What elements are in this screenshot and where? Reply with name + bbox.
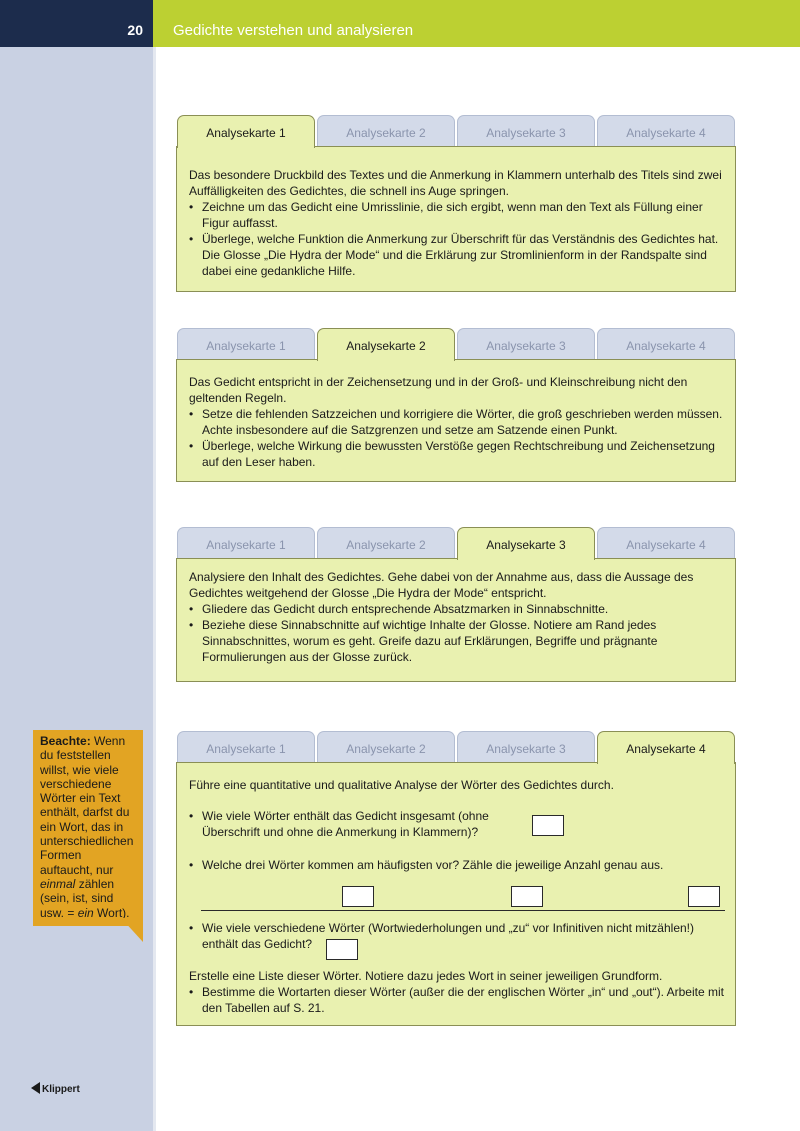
note-box [33, 730, 143, 926]
chapter-title: Gedichte verstehen und analysieren [173, 22, 414, 39]
tab-analysekarte-3[interactable]: Analysekarte 3 [457, 527, 595, 560]
tab-analysekarte-3[interactable]: Analysekarte 3 [457, 115, 595, 146]
analysis-card-2 [176, 328, 736, 482]
logo-icon [31, 1082, 40, 1094]
task-item: • Wie viele verschiedene Wörter (Wortwiederholungen und „zu“ vor Infinitiven nicht mitzählen!) enthält das Gedicht? [189, 920, 725, 952]
page-number-box [0, 0, 153, 47]
tab-analysekarte-4[interactable]: Analysekarte 4 [597, 731, 735, 764]
tab-analysekarte-1[interactable]: Analysekarte 1 [177, 328, 315, 359]
answer-line[interactable] [201, 910, 725, 911]
task-item: • Zeichne um das Gedicht eine Umrisslinie, die sich ergibt, wenn man den Text als Füllung einer Figur auffasst. [189, 199, 723, 231]
note-emphasis: einmal [40, 876, 76, 891]
answer-box-word-1[interactable] [342, 886, 374, 907]
note-text: Wort). [93, 905, 130, 920]
answer-box-distinct[interactable] [326, 939, 358, 960]
tab-analysekarte-1[interactable]: Analysekarte 1 [177, 731, 315, 762]
tab-analysekarte-2[interactable]: Analysekarte 2 [317, 731, 455, 762]
tab-analysekarte-3[interactable]: Analysekarte 3 [457, 731, 595, 762]
card-tabs [176, 527, 736, 558]
card-tabs [176, 731, 736, 762]
task-list [189, 601, 723, 665]
task-item: • Überlege, welche Wirkung die bewussten Verstöße gegen Rechtschreibung und Zeichensetzung auf den Leser haben. [189, 438, 723, 470]
margin-divider [153, 47, 156, 1131]
tab-analysekarte-1[interactable]: Analysekarte 1 [177, 115, 315, 148]
logo-text: Klippert [42, 1084, 80, 1095]
card-tabs [176, 328, 736, 359]
task-list [189, 199, 723, 279]
task-item: • Setze die fehlenden Satzzeichen und korrigiere die Wörter, die groß geschrieben werden müssen. Achte insbesondere auf die Satzgrenzen und setze am Satzende einen Punkt. [189, 406, 723, 438]
task-item: • Bestimme die Wortarten dieser Wörter (außer die der englischen Wörter „in“ und „out“). Arbeite mit den Tabellen auf S. 21. [189, 984, 725, 1016]
list-intro: Erstelle eine Liste dieser Wörter. Notiere dazu jedes Wort in seiner jeweiligen Grundform. [189, 969, 663, 983]
card-intro: Das besondere Druckbild des Textes und die Anmerkung in Klammern unterhalb des Titels sind zwei Auffälligkeiten des Gedichtes, die schnell ins Auge springen. [189, 168, 722, 198]
card-content [176, 762, 736, 1026]
card-content [176, 146, 736, 292]
tab-analysekarte-4[interactable]: Analysekarte 4 [597, 527, 735, 558]
word-list-task [189, 968, 725, 1016]
question-distinct-words [189, 920, 725, 952]
tab-analysekarte-3[interactable]: Analysekarte 3 [457, 328, 595, 359]
card-content [176, 359, 736, 482]
task-item: • Beziehe diese Sinnabschnitte auf wichtige Inhalte der Glosse. Notiere am Rand jedes Sinnabschnittes, worum es geht. Greife dazu auf Erklärungen, Begriffe und prägnante Formulierungen aus der Glosse zurück. [189, 617, 723, 665]
note-emphasis: ein [77, 905, 94, 920]
tab-analysekarte-4[interactable]: Analysekarte 4 [597, 328, 735, 359]
analysis-card-3 [176, 527, 736, 682]
question-frequent-words [189, 857, 725, 873]
note-text: Wenn du feststellen willst, wie viele verschiedene Wörter ein Text enthält, darfst du ein Wort, das in unterschiedlichen Formen auftaucht, nur [40, 734, 134, 877]
task-item: • Gliedere das Gedicht durch entsprechende Absatzmarken in Sinnabschnitte. [189, 601, 723, 617]
task-item: • Welche drei Wörter kommen am häufigsten vor? Zähle die jeweilige Anzahl genau aus. [189, 857, 725, 873]
analysis-card-1 [176, 115, 736, 292]
card-intro: Das Gedicht entspricht in der Zeichensetzung und in der Groß- und Kleinschreibung nicht den geltenden Regeln. [189, 375, 688, 405]
note-label: Beachte: [40, 734, 91, 748]
chapter-header [153, 0, 800, 47]
page-number: 20 [127, 22, 143, 38]
tab-analysekarte-2[interactable]: Analysekarte 2 [317, 328, 455, 361]
tab-analysekarte-2[interactable]: Analysekarte 2 [317, 527, 455, 558]
card-content [176, 558, 736, 682]
tab-analysekarte-2[interactable]: Analysekarte 2 [317, 115, 455, 146]
left-margin [0, 0, 153, 1131]
task-list [189, 406, 723, 470]
answer-box-word-3[interactable] [688, 886, 720, 907]
answer-box-total[interactable] [532, 815, 564, 836]
card-tabs [176, 115, 736, 146]
analysis-card-4 [176, 731, 736, 1026]
task-item: • Überlege, welche Funktion die Anmerkung zur Überschrift für das Verständnis des Gedichtes hat. Die Glosse „Die Hydra der Mode“ und die Erklärung zur Stromlinienform in der Randspalte sind dabei eine gedankliche Hilfe. [189, 231, 723, 279]
task-item: • Wie viele Wörter enthält das Gedicht insgesamt (ohne Überschrift und ohne die Anmerkung in Klammern)? [189, 808, 519, 840]
note-text: zählen (sein, ist, sind usw. = [40, 876, 115, 920]
publisher-logo [31, 1082, 80, 1095]
card-intro: Analysiere den Inhalt des Gedichtes. Gehe dabei von der Annahme aus, dass die Aussage des Gedichtes weitgehend der Glosse „Die Hydra der Mode“ entspricht. [189, 570, 694, 600]
card-intro: Führe eine quantitative und qualitative Analyse der Wörter des Gedichtes durch. [189, 778, 614, 792]
answer-box-word-2[interactable] [511, 886, 543, 907]
note-tail [121, 918, 143, 942]
question-total-words [189, 808, 519, 840]
tab-analysekarte-4[interactable]: Analysekarte 4 [597, 115, 735, 146]
tab-analysekarte-1[interactable]: Analysekarte 1 [177, 527, 315, 558]
